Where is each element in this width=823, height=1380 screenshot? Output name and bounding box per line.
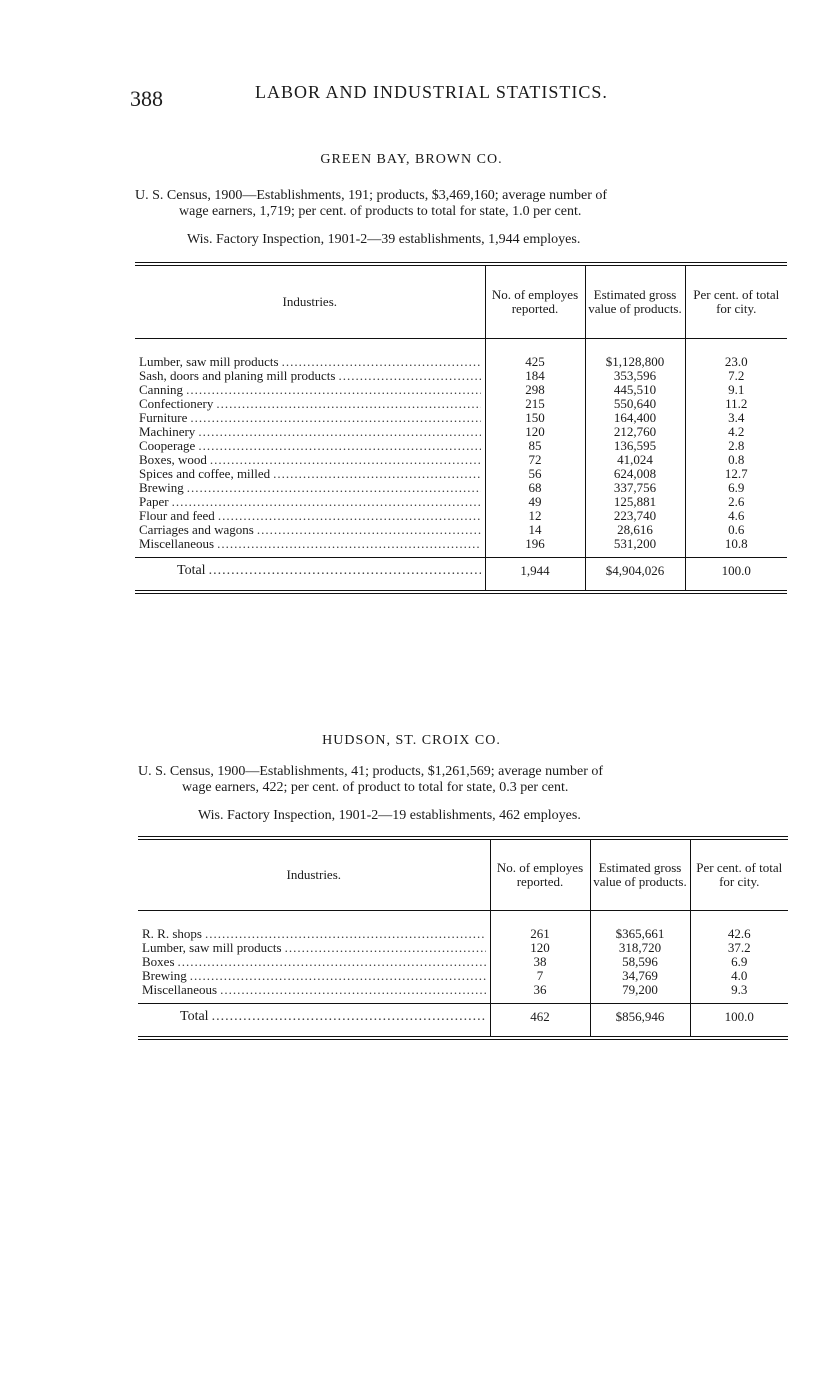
employes-cell: 36 bbox=[490, 983, 590, 1004]
industry-cell bbox=[135, 369, 485, 383]
inspection-line: Wis. Factory Inspection, 1901-2—19 establishments, 462 employes. bbox=[198, 808, 581, 823]
leader-dots bbox=[195, 425, 480, 439]
table-row bbox=[135, 453, 787, 467]
table-row bbox=[135, 338, 787, 369]
table-row bbox=[138, 955, 788, 969]
total-cell bbox=[138, 1003, 490, 1038]
running-title: LABOR AND INDUSTRIAL STATISTICS. bbox=[255, 82, 608, 102]
leader-dots bbox=[175, 955, 486, 969]
leader-dots bbox=[214, 537, 480, 551]
employes-cell: 68 bbox=[485, 481, 585, 495]
industry-name: Miscellaneous bbox=[142, 982, 218, 997]
value-cell: 125,881 bbox=[585, 495, 685, 509]
percent-cell: 12.7 bbox=[685, 467, 787, 481]
leader-dots bbox=[195, 439, 480, 453]
total-percent: 100.0 bbox=[685, 557, 787, 592]
employes-cell: 215 bbox=[485, 397, 585, 411]
percent-cell: 42.6 bbox=[690, 910, 788, 941]
industry-cell bbox=[135, 425, 485, 439]
industry-name: Boxes, wood bbox=[139, 452, 207, 467]
industry-name: Carriages and wagons bbox=[139, 522, 254, 537]
employes-cell: 298 bbox=[485, 383, 585, 397]
value-cell: $1,128,800 bbox=[585, 338, 685, 369]
value-cell: 164,400 bbox=[585, 411, 685, 425]
percent-cell: 4.0 bbox=[690, 969, 788, 983]
value-cell: 41,024 bbox=[585, 453, 685, 467]
industry-cell bbox=[135, 439, 485, 453]
total-employes: 1,944 bbox=[485, 557, 585, 592]
leader-dots bbox=[215, 509, 481, 523]
industry-cell bbox=[135, 481, 485, 495]
leader-dots bbox=[206, 564, 481, 578]
industry-name: Boxes bbox=[142, 954, 175, 969]
employes-cell: 150 bbox=[485, 411, 585, 425]
table-row bbox=[135, 467, 787, 481]
industry-cell bbox=[135, 523, 485, 537]
industry-name: Spices and coffee, milled bbox=[139, 466, 271, 481]
industry-name: Brewing bbox=[142, 968, 187, 983]
value-cell: 550,640 bbox=[585, 397, 685, 411]
leader-dots bbox=[213, 397, 480, 411]
industry-cell bbox=[138, 955, 490, 969]
section-title-green-bay: GREEN BAY, BROWN CO. bbox=[320, 152, 503, 167]
percent-cell: 6.9 bbox=[690, 955, 788, 969]
employes-cell: 56 bbox=[485, 467, 585, 481]
value-cell: 136,595 bbox=[585, 439, 685, 453]
value-cell: 28,616 bbox=[585, 523, 685, 537]
table-row bbox=[135, 383, 787, 397]
leader-dots bbox=[209, 1010, 486, 1024]
table-row bbox=[135, 397, 787, 411]
industry-name: Furniture bbox=[139, 410, 188, 425]
table-row bbox=[138, 941, 788, 955]
total-employes: 462 bbox=[490, 1003, 590, 1038]
col-header-employes: No. of employes reported. bbox=[490, 838, 590, 910]
employes-cell: 120 bbox=[490, 941, 590, 955]
value-cell: 624,008 bbox=[585, 467, 685, 481]
percent-cell: 0.8 bbox=[685, 453, 787, 467]
value-cell: 223,740 bbox=[585, 509, 685, 523]
census-line: wage earners, 422; per cent. of product to total for state, 0.3 per cent. bbox=[182, 780, 569, 795]
industry-cell bbox=[135, 397, 485, 411]
industry-name: Lumber, saw mill products bbox=[142, 940, 282, 955]
employes-cell: 38 bbox=[490, 955, 590, 969]
total-label: Total bbox=[177, 563, 206, 578]
employes-cell: 12 bbox=[485, 509, 585, 523]
col-header-industries: Industries. bbox=[138, 838, 490, 910]
total-value: $856,946 bbox=[590, 1003, 690, 1038]
industry-cell bbox=[135, 537, 485, 558]
col-header-value: Estimated gross value of products. bbox=[585, 264, 685, 338]
value-cell: 58,596 bbox=[590, 955, 690, 969]
table-row bbox=[135, 537, 787, 558]
industry-cell bbox=[135, 338, 485, 369]
value-cell: 445,510 bbox=[585, 383, 685, 397]
industry-name: R. R. shops bbox=[142, 926, 202, 941]
value-cell: 531,200 bbox=[585, 537, 685, 558]
total-percent: 100.0 bbox=[690, 1003, 788, 1038]
percent-cell: 37.2 bbox=[690, 941, 788, 955]
table-header-row bbox=[138, 838, 788, 910]
table-row bbox=[138, 910, 788, 941]
leader-dots bbox=[282, 941, 486, 955]
industry-table-green-bay bbox=[135, 262, 787, 594]
industry-name: Miscellaneous bbox=[139, 536, 215, 551]
table-total-row bbox=[135, 557, 787, 592]
industry-name: Lumber, saw mill products bbox=[139, 354, 279, 369]
percent-cell: 7.2 bbox=[685, 369, 787, 383]
industry-cell bbox=[135, 383, 485, 397]
value-cell: 318,720 bbox=[590, 941, 690, 955]
leader-dots bbox=[183, 383, 480, 397]
leader-dots bbox=[270, 467, 480, 481]
census-line: wage earners, 1,719; per cent. of products to total for state, 1.0 per cent. bbox=[179, 204, 582, 219]
value-cell: 79,200 bbox=[590, 983, 690, 1004]
census-paragraph bbox=[135, 188, 607, 220]
employes-cell: 85 bbox=[485, 439, 585, 453]
census-paragraph bbox=[138, 764, 603, 796]
table-row bbox=[138, 969, 788, 983]
percent-cell: 10.8 bbox=[685, 537, 787, 558]
value-cell: 337,756 bbox=[585, 481, 685, 495]
percent-cell: 2.6 bbox=[685, 495, 787, 509]
census-line: U. S. Census, 1900—Establishments, 191; products, $3,469,160; average number of bbox=[135, 188, 608, 203]
employes-cell: 261 bbox=[490, 910, 590, 941]
industry-table-hudson bbox=[138, 836, 788, 1040]
percent-cell: 6.9 bbox=[685, 481, 787, 495]
industry-name: Confectionery bbox=[139, 396, 214, 411]
leader-dots bbox=[207, 453, 481, 467]
percent-cell: 4.2 bbox=[685, 425, 787, 439]
leader-dots bbox=[202, 927, 486, 941]
col-header-value: Estimated gross value of products. bbox=[590, 838, 690, 910]
leader-dots bbox=[169, 495, 481, 509]
industry-cell bbox=[135, 495, 485, 509]
col-header-industries: Industries. bbox=[135, 264, 485, 338]
table-header-row bbox=[135, 264, 787, 338]
page-number: 388 bbox=[130, 86, 163, 111]
leader-dots bbox=[187, 411, 480, 425]
total-value: $4,904,026 bbox=[585, 557, 685, 592]
percent-cell: 9.3 bbox=[690, 983, 788, 1004]
percent-cell: 9.1 bbox=[685, 383, 787, 397]
percent-cell: 4.6 bbox=[685, 509, 787, 523]
value-cell: $365,661 bbox=[590, 910, 690, 941]
census-line: U. S. Census, 1900—Establishments, 41; products, $1,261,569; average number of bbox=[138, 764, 604, 779]
total-label: Total bbox=[180, 1009, 209, 1024]
employes-cell: 49 bbox=[485, 495, 585, 509]
table-row bbox=[135, 509, 787, 523]
industry-name: Canning bbox=[139, 382, 184, 397]
employes-cell: 425 bbox=[485, 338, 585, 369]
industry-name: Paper bbox=[139, 494, 169, 509]
industry-cell bbox=[135, 411, 485, 425]
leader-dots bbox=[279, 355, 481, 369]
leader-dots bbox=[184, 481, 481, 495]
col-header-employes: No. of employes reported. bbox=[485, 264, 585, 338]
table-row bbox=[135, 425, 787, 439]
value-cell: 34,769 bbox=[590, 969, 690, 983]
col-header-percent: Per cent. of total for city. bbox=[685, 264, 787, 338]
percent-cell: 3.4 bbox=[685, 411, 787, 425]
inspection-line: Wis. Factory Inspection, 1901-2—39 establishments, 1,944 employes. bbox=[187, 232, 581, 247]
employes-cell: 120 bbox=[485, 425, 585, 439]
percent-cell: 0.6 bbox=[685, 523, 787, 537]
industry-cell bbox=[138, 941, 490, 955]
leader-dots bbox=[335, 369, 480, 383]
industry-name: Cooperage bbox=[139, 438, 196, 453]
table-row bbox=[135, 523, 787, 537]
industry-cell bbox=[138, 969, 490, 983]
table-row bbox=[135, 481, 787, 495]
industry-cell bbox=[135, 453, 485, 467]
industry-cell bbox=[135, 467, 485, 481]
value-cell: 353,596 bbox=[585, 369, 685, 383]
col-header-percent: Per cent. of total for city. bbox=[690, 838, 788, 910]
percent-cell: 11.2 bbox=[685, 397, 787, 411]
section-title-hudson: HUDSON, ST. CROIX CO. bbox=[322, 733, 501, 748]
industry-cell bbox=[138, 983, 490, 1004]
employes-cell: 196 bbox=[485, 537, 585, 558]
industry-name: Machinery bbox=[139, 424, 196, 439]
leader-dots bbox=[187, 969, 486, 983]
value-cell: 212,760 bbox=[585, 425, 685, 439]
table-row bbox=[135, 411, 787, 425]
percent-cell: 2.8 bbox=[685, 439, 787, 453]
leader-dots bbox=[217, 983, 485, 997]
industry-name: Sash, doors and planing mill products bbox=[139, 368, 336, 383]
leader-dots bbox=[254, 523, 481, 537]
table-total-row bbox=[138, 1003, 788, 1038]
industry-cell bbox=[138, 910, 490, 941]
employes-cell: 7 bbox=[490, 969, 590, 983]
industry-cell bbox=[135, 509, 485, 523]
table-row bbox=[135, 495, 787, 509]
percent-cell: 23.0 bbox=[685, 338, 787, 369]
industry-name: Flour and feed bbox=[139, 508, 215, 523]
total-cell bbox=[135, 557, 485, 592]
table-row bbox=[135, 439, 787, 453]
employes-cell: 184 bbox=[485, 369, 585, 383]
table-row bbox=[135, 369, 787, 383]
employes-cell: 72 bbox=[485, 453, 585, 467]
table-row bbox=[138, 983, 788, 1004]
industry-name: Brewing bbox=[139, 480, 184, 495]
employes-cell: 14 bbox=[485, 523, 585, 537]
